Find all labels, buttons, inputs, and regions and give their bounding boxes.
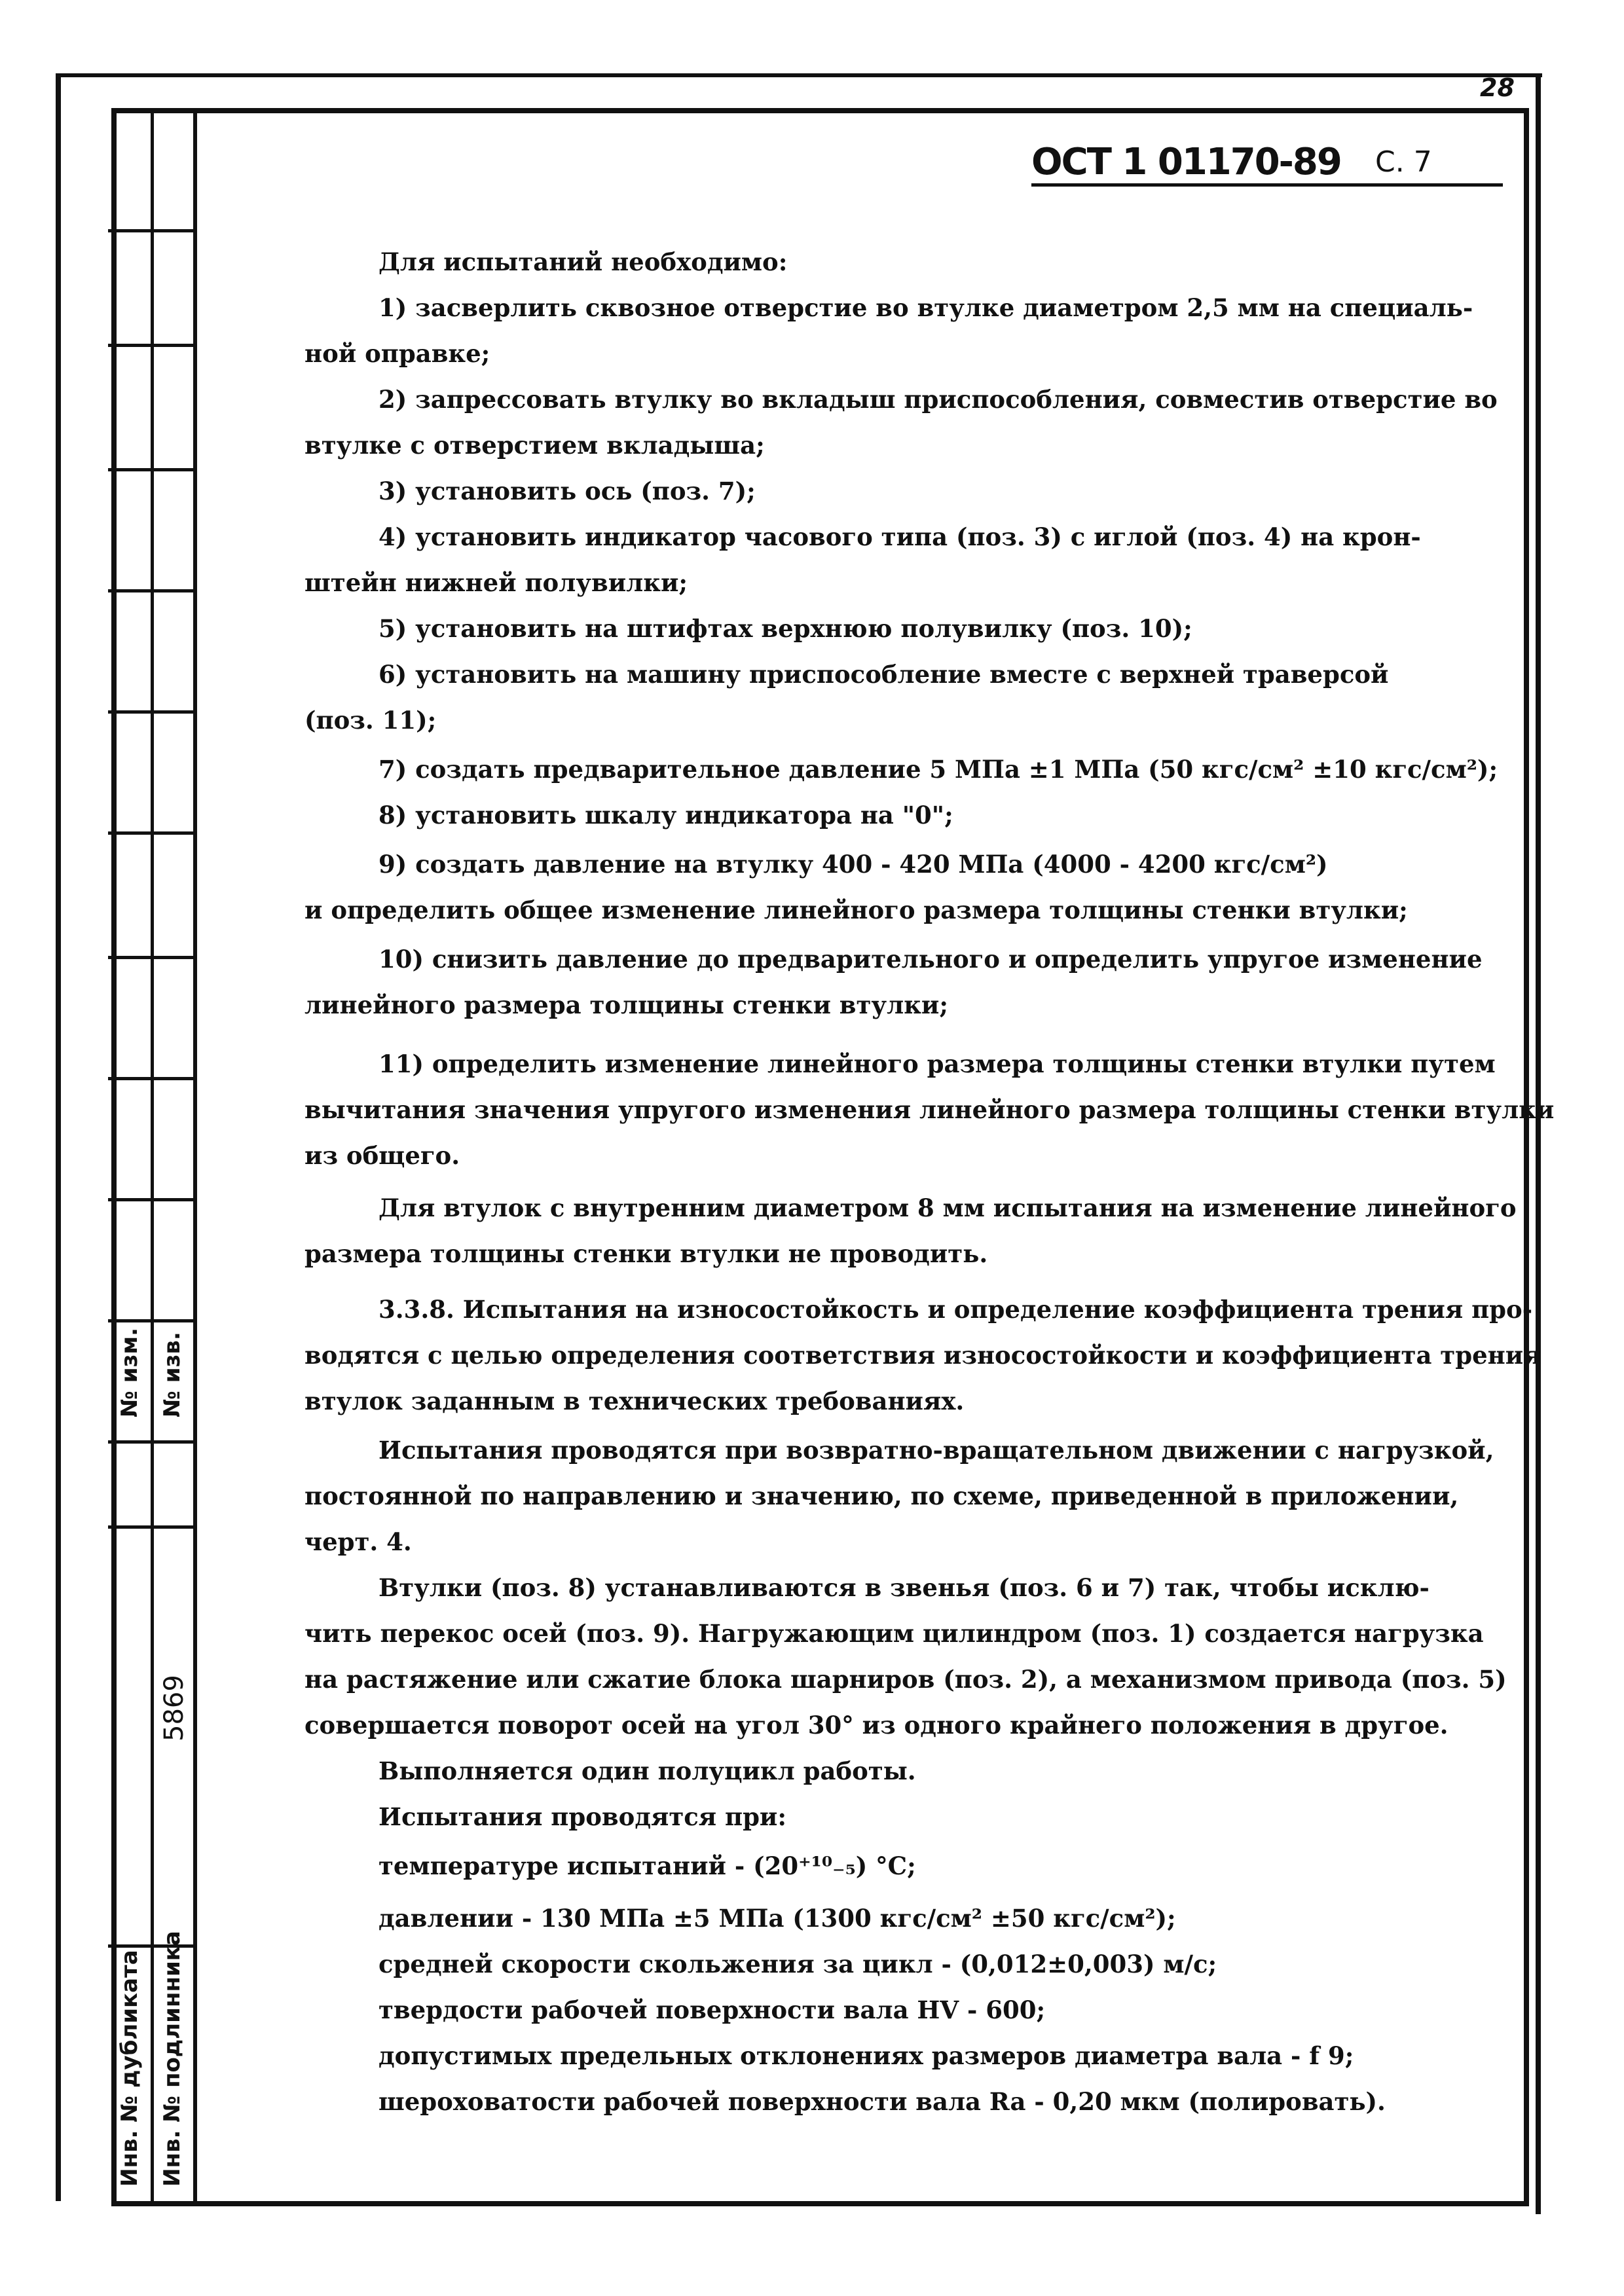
- side-strip: [108, 111, 197, 2203]
- strip-cell: [108, 468, 193, 475]
- sheet-number: 28: [1480, 73, 1515, 102]
- strip-cell: [108, 344, 193, 350]
- standard-designation: ОСТ 1 01170-89: [1031, 141, 1341, 183]
- text-line: 4) установить индикатор часового типа (поз. 3) с иглой (поз. 4) на крон-: [378, 522, 1421, 551]
- strip-cell: [108, 710, 193, 717]
- text-line: Для испытаний необходимо:: [378, 247, 788, 276]
- text-line: средней скорости скольжения за цикл - (0,012±0,003) м/с;: [378, 1950, 1217, 1978]
- text-line: втулке с отверстием вкладыша;: [304, 431, 765, 460]
- text-line: 3.3.8. Испытания на износостойкость и определение коэффициента трения про-: [378, 1295, 1533, 1324]
- izv-no-label: № изв.: [159, 1332, 185, 1417]
- inventory-number: 5869: [159, 1675, 189, 1741]
- text-line: из общего.: [304, 1141, 460, 1170]
- strip-cell: [108, 229, 193, 236]
- text-line: 1) засверлить сквозное отверстие во втулке диаметром 2,5 мм на специаль-: [378, 293, 1473, 322]
- text-line: 10) снизить давление до предварительного и определить упругое изменение: [378, 945, 1483, 974]
- text-line: вычитания значения упругого изменения линейного размера толщины стенки втулки: [304, 1095, 1555, 1124]
- text-line: давлении - 130 МПа ±5 МПа (1300 кгс/см² ±50 кгс/см²);: [378, 1904, 1176, 1933]
- inv-dupl-label: Инв. № дубликата: [117, 1950, 143, 2187]
- text-line: Испытания проводятся при возвратно-вращательном движении с нагрузкой,: [378, 1436, 1494, 1465]
- header-underline: [1031, 183, 1503, 187]
- text-line: 7) создать предварительное давление 5 МПа ±1 МПа (50 кгс/см² ±10 кгс/см²);: [378, 755, 1498, 784]
- strip-cell: [108, 1077, 193, 1084]
- strip-cell: [108, 589, 193, 596]
- text-line: Для втулок с внутренним диаметром 8 мм испытания на изменение линейного: [378, 1194, 1517, 1222]
- text-line: 2) запрессовать втулку во вкладыш приспособления, совместив отверстие во: [378, 385, 1498, 414]
- text-line: чить перекос осей (поз. 9). Нагружающим цилиндром (поз. 1) создается нагрузка: [304, 1619, 1484, 1648]
- strip-divider: [151, 111, 154, 2203]
- text-line: постоянной по направлению и значению, по схеме, приведенной в приложении,: [304, 1482, 1459, 1510]
- text-line: 11) определить изменение линейного размера толщины стенки втулки путем: [378, 1049, 1496, 1078]
- text-line: черт. 4.: [304, 1527, 412, 1556]
- strip-cell: [108, 1198, 193, 1205]
- text-line: Выполняется один полуцикл работы.: [378, 1757, 916, 1785]
- strip-cell: [108, 1319, 193, 1326]
- strip-cell: [108, 831, 193, 838]
- text-line: на растяжение или сжатие блока шарниров (поз. 2), а механизмом привода (поз. 5): [304, 1665, 1507, 1694]
- text-line: шероховатости рабочей поверхности вала Ra - 0,20 мкм (полировать).: [378, 2087, 1386, 2116]
- izm-no-label: № изм.: [117, 1327, 143, 1417]
- text-line: допустимых предельных отклонениях размеров диаметра вала - f 9;: [378, 2041, 1354, 2070]
- text-line: водятся с целью определения соответствия износостойкости и коэффициента трения: [304, 1341, 1541, 1370]
- text-line: ной оправке;: [304, 339, 490, 368]
- text-line: Испытания проводятся при:: [378, 1802, 787, 1831]
- inv-orig-label: Инв. № подлинника: [159, 1931, 185, 2187]
- text-line: (поз. 11);: [304, 706, 437, 735]
- text-line: Втулки (поз. 8) устанавливаются в звенья (поз. 6 и 7) так, чтобы исклю-: [378, 1573, 1430, 1602]
- text-line: 8) установить шкалу индикатора на "0";: [378, 801, 953, 829]
- text-line: 3) установить ось (поз. 7);: [378, 477, 756, 505]
- text-line: твердости рабочей поверхности вала HV - 600;: [378, 1995, 1046, 2024]
- text-line: втулок заданным в технических требованиях.: [304, 1387, 965, 1415]
- text-line: линейного размера толщины стенки втулки;: [304, 991, 949, 1019]
- text-line: 9) создать давление на втулку 400 - 420 МПа (4000 - 4200 кгс/см²): [378, 850, 1328, 879]
- strip-cell: [108, 956, 193, 962]
- text-line: 5) установить на штифтах верхнюю полувилку (поз. 10);: [378, 614, 1192, 643]
- text-line: совершается поворот осей на угол 30° из одного крайнего положения в другое.: [304, 1711, 1449, 1740]
- text-line: размера толщины стенки втулки не проводить.: [304, 1239, 988, 1268]
- text-line: штейн нижней полувилки;: [304, 568, 688, 597]
- page-number: С. 7: [1375, 145, 1432, 179]
- text-line: и определить общее изменение линейного размера толщины стенки втулки;: [304, 896, 1408, 924]
- strip-cell: [108, 1525, 193, 1532]
- text-line: 6) установить на машину приспособление вместе с верхней траверсой: [378, 660, 1389, 689]
- outer-frame-top: [56, 73, 1542, 84]
- strip-cell: [108, 1440, 193, 1447]
- outer-frame-left: [56, 73, 61, 2201]
- text-line: температуре испытаний - (20⁺¹⁰₋₅) °С;: [378, 1851, 916, 1880]
- outer-frame-right: [1536, 73, 1541, 2214]
